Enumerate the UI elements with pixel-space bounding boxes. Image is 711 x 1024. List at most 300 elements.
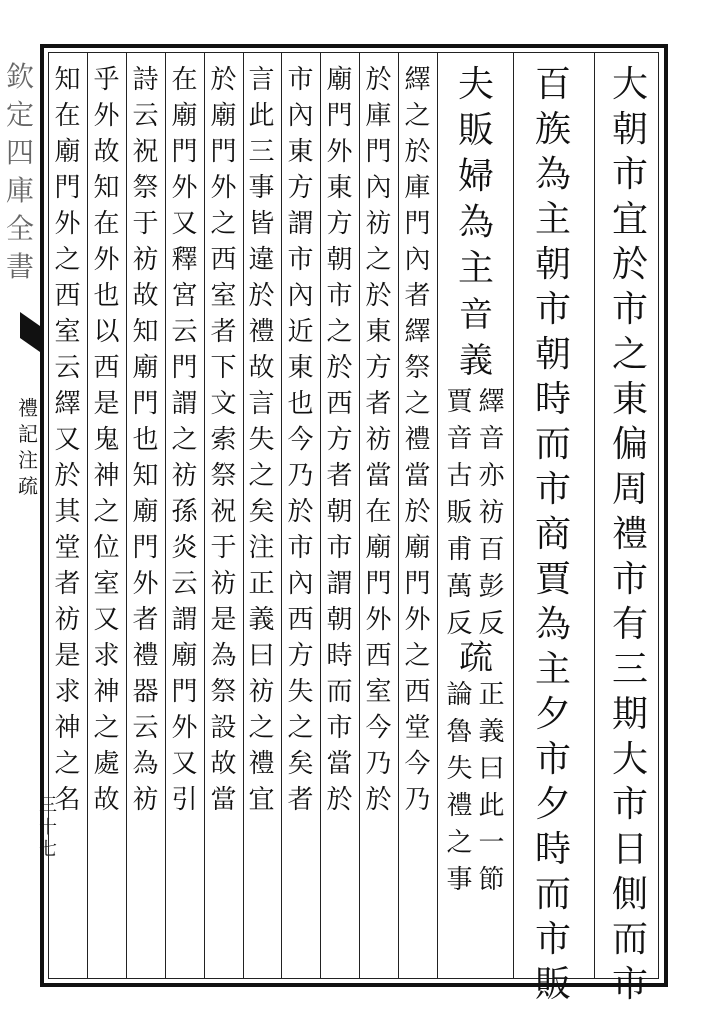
- glyph: 之: [54, 245, 81, 275]
- glyph: 東: [365, 317, 392, 347]
- glyph: 一: [478, 828, 505, 858]
- glyph: 之: [93, 497, 120, 527]
- glyph: 周: [611, 469, 648, 510]
- commentary-column-2: [360, 62, 397, 962]
- glyph: 方: [365, 353, 392, 383]
- glyph: 謂: [171, 389, 198, 419]
- glyph: 門: [171, 353, 198, 383]
- commentary-column-6: [205, 62, 242, 962]
- glyph: 者: [287, 785, 314, 815]
- glyph: 偏: [611, 424, 648, 465]
- glyph: 今: [365, 713, 392, 743]
- glyph: 古: [446, 461, 473, 491]
- glyph: 云: [171, 569, 198, 599]
- glyph: 方: [326, 425, 353, 455]
- glyph: 西: [210, 245, 237, 275]
- glyph: 疏: [18, 474, 38, 498]
- glyph: 室: [93, 569, 120, 599]
- glyph: 謂: [287, 209, 314, 239]
- glyph: 市: [326, 281, 353, 311]
- glyph: 于: [210, 533, 237, 563]
- glyph: 云: [54, 353, 81, 383]
- glyph: 當: [210, 785, 237, 815]
- column-rule: [87, 52, 88, 979]
- glyph: 禮: [18, 396, 38, 420]
- main-text-column-1: [598, 62, 662, 1005]
- glyph: 今: [404, 749, 431, 779]
- glyph: 時: [534, 379, 571, 420]
- glyph: 者: [326, 461, 353, 491]
- glyph: 方: [326, 209, 353, 239]
- glyph: 七: [39, 839, 57, 860]
- glyph: 市: [287, 533, 314, 563]
- glyph: 百: [478, 535, 505, 565]
- glyph: 失: [446, 754, 473, 784]
- glyph: 祊: [132, 245, 159, 275]
- glyph: 皆: [248, 209, 275, 239]
- glyph: 外: [365, 605, 392, 635]
- glyph: 當: [326, 749, 353, 779]
- glyph: 禮: [248, 317, 275, 347]
- glyph: 外: [326, 137, 353, 167]
- column-rule: [243, 52, 244, 979]
- glyph: 室: [54, 317, 81, 347]
- glyph: 知: [132, 317, 159, 347]
- glyph: 之: [404, 101, 431, 131]
- glyph: 十: [39, 817, 57, 838]
- glyph: 四: [5, 136, 34, 169]
- glyph: 繹: [54, 389, 81, 419]
- column-rule: [320, 52, 321, 979]
- glyph: 門: [132, 389, 159, 419]
- glyph: 朝: [326, 605, 353, 635]
- glyph: 市: [534, 289, 571, 330]
- glyph: 門: [365, 569, 392, 599]
- glyph: 大: [611, 64, 648, 105]
- glyph: 者: [365, 389, 392, 419]
- glyph: 者: [404, 281, 431, 311]
- glyph: 文: [210, 389, 237, 419]
- glyph: 門: [171, 677, 198, 707]
- glyph: 門: [171, 137, 198, 167]
- glyph: 反: [446, 609, 473, 639]
- glyph: 東: [287, 353, 314, 383]
- glyph: 謂: [171, 605, 198, 635]
- glyph: 節: [478, 865, 505, 895]
- glyph: 三: [611, 649, 648, 690]
- glyph: 禮: [248, 749, 275, 779]
- glyph: 設: [210, 713, 237, 743]
- glyph: 東: [287, 137, 314, 167]
- glyph: 東: [611, 379, 648, 420]
- glyph: 疏: [459, 638, 493, 678]
- glyph: 廟: [171, 101, 198, 131]
- glyph: 乃: [365, 749, 392, 779]
- glyph: 祭: [210, 677, 237, 707]
- column-rule: [281, 52, 282, 979]
- glyph: 器: [132, 677, 159, 707]
- glyph: 夕: [534, 784, 571, 825]
- glyph: 祊: [210, 569, 237, 599]
- glyph: 是: [93, 389, 120, 419]
- glyph: 於: [365, 281, 392, 311]
- glyph: 門: [132, 533, 159, 563]
- glyph: 堂: [54, 533, 81, 563]
- glyph: 索: [210, 425, 237, 455]
- commentary-column-9: [88, 62, 125, 962]
- glyph: 孫: [171, 497, 198, 527]
- glyph: 於: [404, 497, 431, 527]
- glyph: 義: [478, 717, 505, 747]
- column-rule: [398, 52, 399, 979]
- glyph: 廟: [365, 533, 392, 563]
- glyph: 西: [54, 281, 81, 311]
- glyph: 夕: [534, 694, 571, 735]
- glyph: 之: [248, 713, 275, 743]
- glyph: 市: [611, 964, 648, 1005]
- glyph: 處: [93, 749, 120, 779]
- glyph: 也: [93, 281, 120, 311]
- glyph: 禮: [404, 425, 431, 455]
- glyph: 言: [248, 389, 275, 419]
- glyph: 而: [534, 874, 571, 915]
- glyph: 為: [534, 604, 571, 645]
- glyph: 西: [404, 677, 431, 707]
- glyph: 引: [171, 785, 198, 815]
- glyph: 甫: [446, 535, 473, 565]
- glyph: 者: [132, 605, 159, 635]
- glyph: 乎: [93, 65, 120, 95]
- glyph: 為: [534, 154, 571, 195]
- glyph: 廟: [326, 65, 353, 95]
- glyph: 市: [287, 245, 314, 275]
- glyph: 禮: [132, 641, 159, 671]
- column-rule: [126, 52, 127, 979]
- running-title: [0, 58, 40, 286]
- glyph: 時: [326, 641, 353, 671]
- glyph: 故: [93, 785, 120, 815]
- glyph: 詩: [132, 65, 159, 95]
- glyph: 求: [54, 677, 81, 707]
- glyph: 此: [478, 791, 505, 821]
- column-rule: [513, 52, 514, 979]
- glyph: 於: [287, 497, 314, 527]
- glyph: 而: [534, 424, 571, 465]
- glyph: 商: [534, 514, 571, 555]
- glyph: 在: [171, 65, 198, 95]
- glyph: 正: [478, 680, 505, 710]
- glyph: 門: [54, 173, 81, 203]
- glyph: 廟: [132, 353, 159, 383]
- glyph: 故: [93, 137, 120, 167]
- glyph: 主: [534, 199, 571, 240]
- glyph: 賈: [446, 387, 473, 417]
- glyph: 西: [365, 641, 392, 671]
- glyph: 論: [446, 680, 473, 710]
- glyph: 位: [93, 533, 120, 563]
- glyph: 為: [132, 749, 159, 779]
- glyph: 祊: [478, 498, 505, 528]
- glyph: 故: [248, 353, 275, 383]
- glyph: 之: [404, 641, 431, 671]
- glyph: 於: [54, 461, 81, 491]
- glyph: 故: [210, 749, 237, 779]
- glyph: 賈: [534, 559, 571, 600]
- glyph: 朝: [611, 109, 648, 150]
- glyph: 族: [534, 109, 571, 150]
- glyph: 三: [39, 795, 57, 816]
- main-text-column-3: [444, 62, 508, 967]
- glyph: 矣: [248, 497, 275, 527]
- glyph: 之: [446, 828, 473, 858]
- glyph: 於: [326, 353, 353, 383]
- glyph: 名: [54, 785, 81, 815]
- glyph: 方: [287, 173, 314, 203]
- commentary-column-3: [321, 62, 358, 962]
- glyph: 又: [171, 749, 198, 779]
- commentary-column-4: [282, 62, 319, 962]
- glyph: 廟: [404, 533, 431, 563]
- glyph: 市: [611, 154, 648, 195]
- glyph: 廟: [210, 101, 237, 131]
- glyph: 庫: [404, 173, 431, 203]
- glyph: 販: [457, 110, 494, 151]
- glyph: 外: [132, 569, 159, 599]
- glyph: 當: [365, 461, 392, 491]
- glyph: 祝: [132, 137, 159, 167]
- glyph: 禮: [611, 514, 648, 555]
- glyph: 市: [534, 469, 571, 510]
- fish-tail-mark-icon: [20, 312, 40, 352]
- glyph: 在: [93, 209, 120, 239]
- glyph: 義: [248, 605, 275, 635]
- glyph: 知: [93, 173, 120, 203]
- glyph: 神: [54, 713, 81, 743]
- glyph: 之: [365, 245, 392, 275]
- glyph: 注: [248, 533, 275, 563]
- glyph: 門: [210, 137, 237, 167]
- glyph: 義: [459, 341, 493, 381]
- glyph: 全: [5, 212, 34, 245]
- glyph: 之: [611, 334, 648, 375]
- glyph: 宜: [248, 785, 275, 815]
- glyph: 朝: [534, 334, 571, 375]
- glyph: 內: [287, 569, 314, 599]
- glyph: 記: [18, 422, 38, 446]
- glyph: 定: [5, 98, 34, 131]
- glyph: 是: [210, 605, 237, 635]
- glyph: 大: [611, 739, 648, 780]
- column-rule: [165, 52, 166, 979]
- glyph: 于: [132, 209, 159, 239]
- glyph: 又: [171, 209, 198, 239]
- glyph: 之: [171, 425, 198, 455]
- glyph: 事: [248, 173, 275, 203]
- glyph: 之: [404, 389, 431, 419]
- glyph: 禮: [446, 791, 473, 821]
- glyph: 側: [611, 874, 648, 915]
- glyph: 於: [326, 785, 353, 815]
- glyph: 神: [93, 461, 120, 491]
- glyph: 於: [611, 244, 648, 285]
- glyph: 也: [287, 389, 314, 419]
- glyph: 廟: [54, 137, 81, 167]
- glyph: 祊: [171, 461, 198, 491]
- commentary-column-10: [49, 62, 86, 962]
- glyph: 曰: [478, 754, 505, 784]
- glyph: 門: [404, 569, 431, 599]
- glyph: 乃: [404, 785, 431, 815]
- glyph: 祊: [248, 677, 275, 707]
- glyph: 期: [611, 694, 648, 735]
- glyph: 外: [171, 713, 198, 743]
- glyph: 內: [287, 281, 314, 311]
- glyph: 在: [54, 101, 81, 131]
- glyph: 鬼: [93, 425, 120, 455]
- glyph: 門: [365, 137, 392, 167]
- glyph: 音: [478, 424, 505, 454]
- glyph: 繹: [478, 387, 505, 417]
- glyph: 市: [534, 919, 571, 960]
- glyph: 之: [54, 749, 81, 779]
- glyph: 於: [248, 281, 275, 311]
- glyph: 門: [326, 101, 353, 131]
- glyph: 外: [210, 173, 237, 203]
- glyph: 萬: [446, 572, 473, 602]
- glyph: 失: [287, 677, 314, 707]
- glyph: 正: [248, 569, 275, 599]
- glyph: 室: [365, 677, 392, 707]
- glyph: 事: [446, 865, 473, 895]
- glyph: 彭: [478, 572, 505, 602]
- glyph: 於: [365, 65, 392, 95]
- glyph: 市: [611, 784, 648, 825]
- glyph: 夫: [457, 64, 494, 105]
- glyph: 市: [611, 559, 648, 600]
- glyph: 在: [365, 497, 392, 527]
- glyph: 販: [446, 498, 473, 528]
- glyph: 知: [54, 65, 81, 95]
- glyph: 為: [457, 202, 494, 243]
- glyph: 庫: [365, 101, 392, 131]
- glyph: 之: [93, 713, 120, 743]
- glyph: 魯: [446, 717, 473, 747]
- glyph: 注: [18, 448, 38, 472]
- glyph: 當: [404, 461, 431, 491]
- glyph: 言: [248, 65, 275, 95]
- book-title: [16, 395, 40, 499]
- glyph: 求: [93, 641, 120, 671]
- glyph: 廟: [132, 497, 159, 527]
- glyph: 是: [54, 641, 81, 671]
- column-rule: [359, 52, 360, 979]
- glyph: 門: [404, 209, 431, 239]
- glyph: 今: [287, 425, 314, 455]
- glyph: 繹: [404, 317, 431, 347]
- glyph: 下: [210, 353, 237, 383]
- glyph: 祝: [210, 497, 237, 527]
- glyph: 祭: [210, 461, 237, 491]
- glyph: 有: [611, 604, 648, 645]
- glyph: 為: [210, 641, 237, 671]
- commentary-column-8: [127, 62, 164, 962]
- glyph: 謂: [326, 569, 353, 599]
- glyph: 內: [404, 245, 431, 275]
- glyph: 東: [326, 173, 353, 203]
- glyph: 內: [287, 101, 314, 131]
- glyph: 之: [287, 713, 314, 743]
- glyph: 也: [132, 425, 159, 455]
- glyph: 亦: [478, 461, 505, 491]
- glyph: 朝: [326, 245, 353, 275]
- glyph: 日: [611, 829, 648, 870]
- glyph: 外: [93, 245, 120, 275]
- glyph: 乃: [287, 461, 314, 491]
- glyph: 宜: [611, 199, 648, 240]
- glyph: 之: [210, 209, 237, 239]
- glyph: 祭: [404, 353, 431, 383]
- glyph: 其: [54, 497, 81, 527]
- glyph: 方: [287, 641, 314, 671]
- glyph: 市: [287, 65, 314, 95]
- glyph: 而: [611, 919, 648, 960]
- glyph: 主: [534, 649, 571, 690]
- glyph: 知: [132, 461, 159, 491]
- glyph: 室: [210, 281, 237, 311]
- glyph: 外: [404, 605, 431, 635]
- glyph: 欽: [5, 60, 34, 93]
- glyph: 於: [365, 785, 392, 815]
- glyph: 外: [171, 173, 198, 203]
- column-rule: [437, 52, 438, 979]
- glyph: 以: [93, 317, 120, 347]
- glyph: 外: [54, 209, 81, 239]
- glyph: 云: [171, 317, 198, 347]
- glyph: 朝: [534, 244, 571, 285]
- glyph: 音: [459, 295, 493, 335]
- glyph: 三: [248, 137, 275, 167]
- glyph: 主: [457, 248, 494, 289]
- glyph: 失: [248, 425, 275, 455]
- glyph: 時: [534, 829, 571, 870]
- glyph: 此: [248, 101, 275, 131]
- main-text-column-2: [521, 62, 585, 1005]
- glyph: 炎: [171, 533, 198, 563]
- glyph: 市: [534, 739, 571, 780]
- column-rule: [204, 52, 205, 979]
- glyph: 又: [93, 605, 120, 635]
- glyph: 繹: [404, 65, 431, 95]
- glyph: 市: [611, 289, 648, 330]
- commentary-column-1: [399, 62, 436, 962]
- glyph: 違: [248, 245, 275, 275]
- glyph: 之: [248, 461, 275, 491]
- glyph: 釋: [171, 245, 198, 275]
- glyph: 外: [93, 101, 120, 131]
- commentary-column-7: [166, 62, 203, 962]
- glyph: 云: [132, 101, 159, 131]
- glyph: 反: [478, 609, 505, 639]
- glyph: 云: [132, 713, 159, 743]
- glyph: 內: [365, 173, 392, 203]
- glyph: 堂: [404, 713, 431, 743]
- glyph: 西: [287, 605, 314, 635]
- glyph: 祊: [54, 605, 81, 635]
- glyph: 又: [54, 425, 81, 455]
- commentary-column-5: [243, 62, 280, 962]
- glyph: 曰: [248, 641, 275, 671]
- glyph: 於: [404, 137, 431, 167]
